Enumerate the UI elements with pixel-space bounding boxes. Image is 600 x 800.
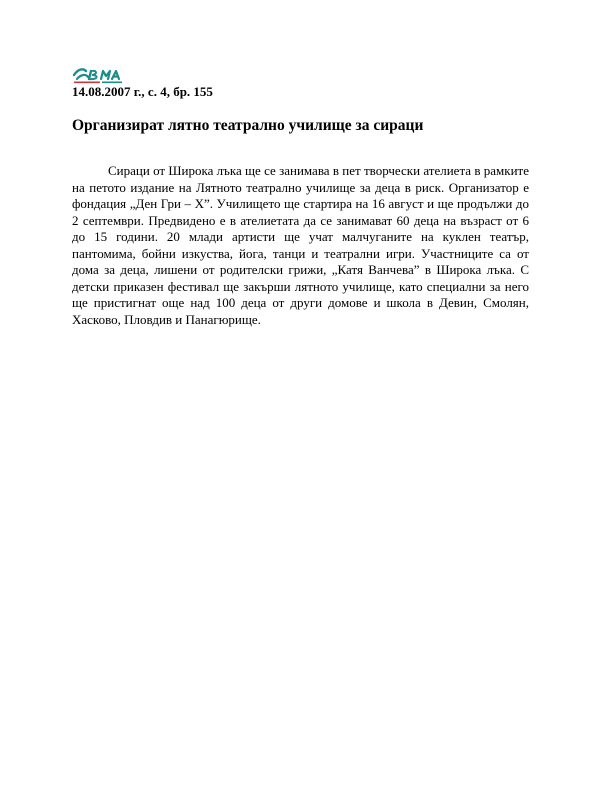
article-body: Сираци от Широка лъка ще се занимава в пет творчески ателиета в рамките на петото издание на Лятното театрално училище за деца в риск. Организатор е фондация „Ден Гри – Х”. Училището ще стартира на 16 август и ще продължи до 2 септември. Предвидено е в ателиетата да се занимават 60 деца на възраст от 6 до 15 години. 20 млади артисти ще учат малчуганите на куклен театър, пантомима, бойни изкуства, йога, танци и театрални игри. Участниците са от дома за деца, лишени от родителски грижи, „Катя Ванчева” в Широка лъка. С детски приказен фестивал ще закърши лятното училище, като специални за него ще пристигнат още над 100 деца от други домове и школа в Девин, Смолян, Хасково, Пловдив и Панагюрище. (72, 163, 529, 327)
newspaper-logo-icon (72, 66, 126, 86)
article-title: Организират лятно театрално училище за сираци (72, 117, 424, 134)
publication-date-issue: 14.08.2007 г., с. 4, бр. 155 (72, 84, 213, 99)
